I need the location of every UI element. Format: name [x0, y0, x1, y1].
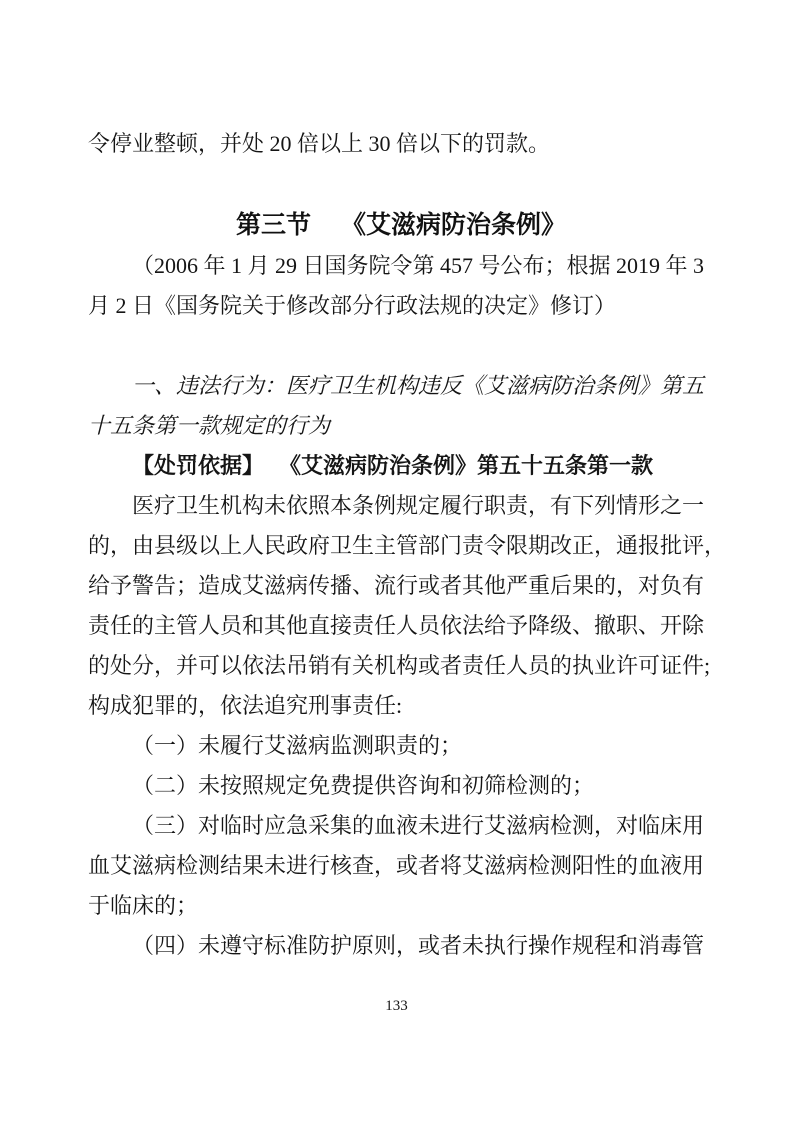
article-text-line: 医疗卫生机构未依照本条例规定履行职责，有下列情形之一: [132, 493, 705, 518]
page-number: 133: [385, 998, 408, 1014]
blank-line: [88, 326, 714, 366]
document-body: [88, 124, 727, 966]
section-number: 第三节: [235, 211, 311, 239]
penalty-basis-line: [88, 446, 714, 486]
section-heading: [88, 204, 714, 246]
section-title: 《艾滋病防治条例》: [341, 211, 567, 239]
list-item-line: 于临床的；: [88, 893, 199, 918]
promulgation-line: （2006 年 1 月 29 日国务院令第 457 号公布；根据 2019 年 3: [132, 253, 705, 278]
blank-line: [88, 164, 714, 204]
list-item-line: （二）未按照规定免费提供咨询和初筛检测的；: [132, 773, 595, 798]
paragraph-continuation-line: 令停业整顿，并处 20 倍以上 30 倍以下的罚款。: [88, 131, 551, 156]
penalty-basis-reference: 《艾滋病防治条例》第五十五条第一款: [290, 453, 654, 478]
article-text-line: 构成犯罪的，依法追究刑事责任:: [88, 693, 403, 718]
list-item-line: 血艾滋病检测结果未进行核查，或者将艾滋病检测阳性的血液用: [88, 853, 705, 878]
list-item-line: （一）未履行艾滋病监测职责的；: [132, 733, 463, 758]
penalty-basis-label: 【处罚依据】: [132, 453, 265, 478]
article-text-line: 的，由县级以上人民政府卫生主管部门责令限期改正，通报批评，: [88, 533, 727, 558]
violation-heading-line: 一、违法行为：医疗卫生机构违反《艾滋病防治条例》第五: [132, 373, 705, 398]
list-item-line: （三）对临时应急采集的血液未进行艾滋病检测，对临床用: [132, 813, 705, 838]
list-item-line: （四）未遵守标准防护原则，或者未执行操作规程和消毒管: [132, 933, 705, 958]
violation-heading-line: 十五条第一款规定的行为: [88, 413, 331, 438]
article-text-line: 的处分，并可以依法吊销有关机构或者责任人员的执业许可证件;: [88, 653, 711, 678]
article-text-line: 责任的主管人员和其他直接责任人员依法给予降级、撤职、开除: [88, 613, 705, 638]
article-text-line: 给予警告；造成艾滋病传播、流行或者其他严重后果的，对负有: [88, 573, 705, 598]
promulgation-line: 月 2 日《国务院关于修改部分行政法规的决定》修订）: [88, 293, 617, 318]
